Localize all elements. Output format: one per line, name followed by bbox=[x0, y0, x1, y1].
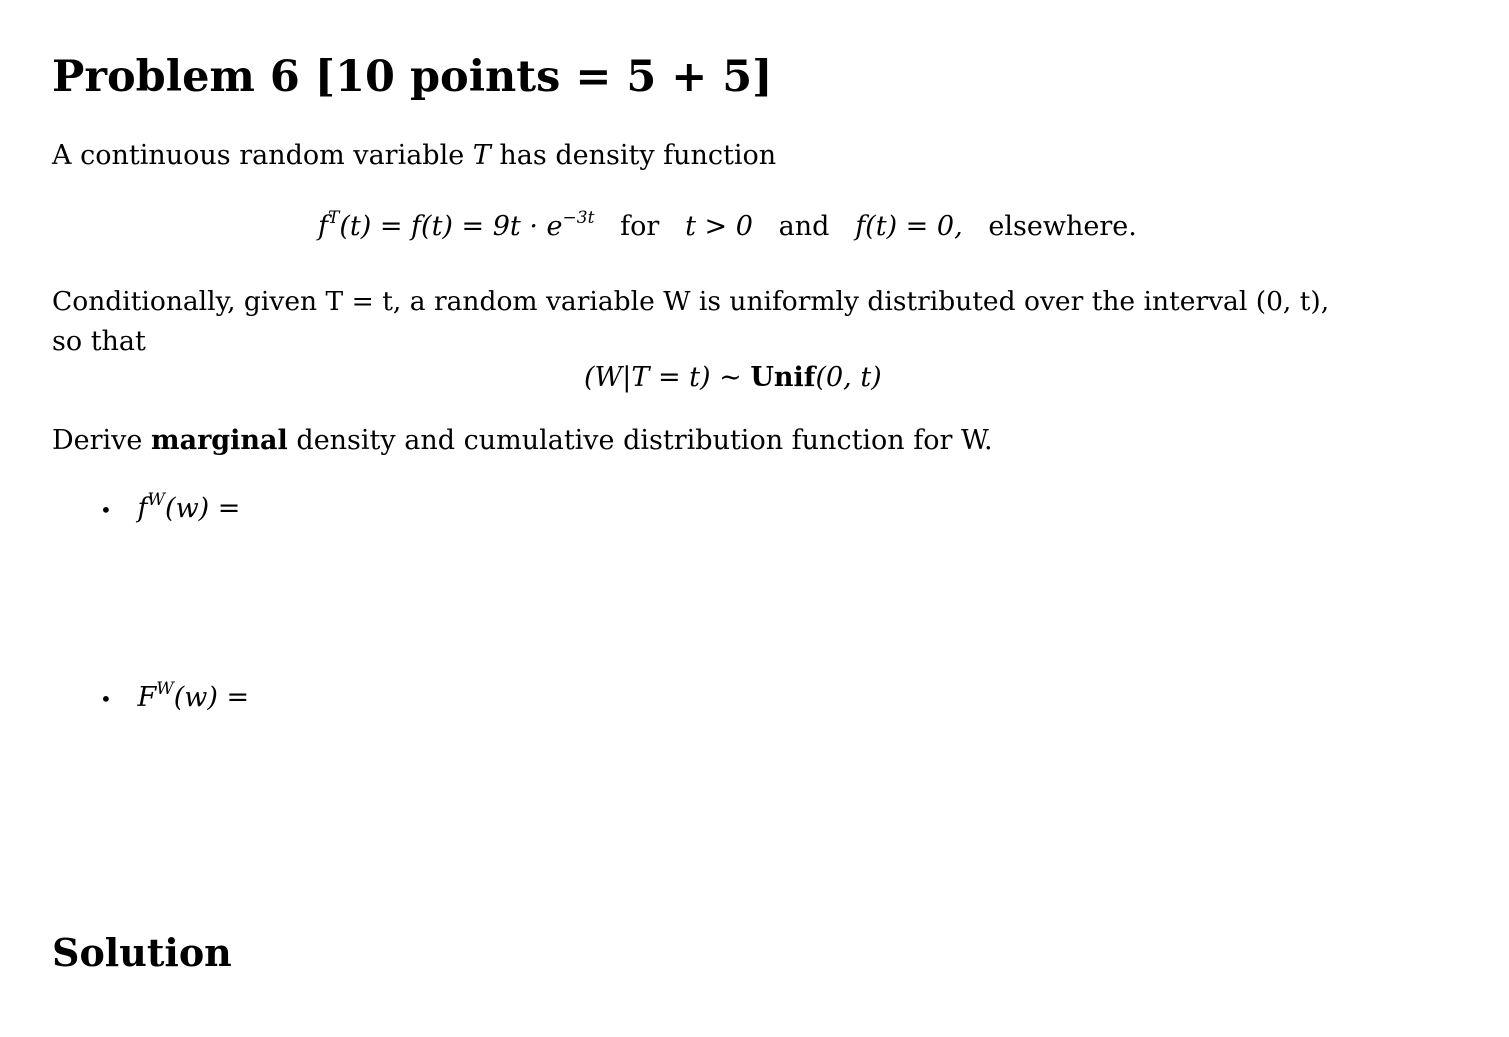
derive-bold: marginal bbox=[151, 425, 288, 456]
density-for: for bbox=[620, 211, 660, 242]
density-exponent: −3t bbox=[562, 208, 595, 228]
bullet-cdf-sup: W bbox=[156, 679, 174, 699]
density-elsewhere: elsewhere. bbox=[988, 211, 1137, 242]
bullet-density-rest: (w) = bbox=[165, 493, 241, 524]
problem-title: Problem 6 [10 points = 5 + 5] bbox=[52, 52, 773, 102]
bullet-density-sup: W bbox=[147, 490, 166, 510]
density-equation bbox=[318, 208, 1137, 242]
bullet-marker: • bbox=[100, 498, 112, 522]
derive-before: Derive bbox=[52, 425, 143, 456]
bullet-item-cdf bbox=[100, 679, 249, 713]
intro-text-before: A continuous random variable bbox=[52, 140, 465, 171]
density-and: and bbox=[778, 211, 830, 242]
density-zero: f(t) = 0, bbox=[855, 211, 963, 242]
bullet-item-density bbox=[100, 490, 240, 524]
uniform-equation bbox=[584, 362, 882, 393]
density-lhs-sup: T bbox=[328, 208, 340, 228]
solution-heading: Solution bbox=[52, 930, 232, 975]
density-lhs-f: f bbox=[318, 211, 328, 242]
intro-paragraph bbox=[52, 136, 776, 176]
conditional-line-1: Conditionally, given T = t, a random variable W is uniformly distributed over the interval (0, t), bbox=[52, 286, 1330, 317]
conditional-line-2: so that bbox=[52, 326, 146, 357]
density-condition: t > 0 bbox=[685, 211, 753, 242]
uniform-bold: Unif bbox=[750, 362, 816, 393]
uniform-right: (0, t) bbox=[815, 362, 882, 393]
intro-text-after: has density function bbox=[499, 140, 777, 171]
bullet-cdf-f: F bbox=[137, 682, 157, 713]
uniform-left: (W|T = t) ∼ bbox=[584, 362, 742, 393]
intro-variable: T bbox=[472, 140, 491, 171]
bullet-density-f: f bbox=[137, 493, 148, 524]
bullet-marker: • bbox=[100, 687, 112, 711]
derive-paragraph bbox=[52, 421, 993, 461]
derive-after: density and cumulative distribution function for W. bbox=[296, 425, 993, 456]
bullet-cdf-rest: (w) = bbox=[173, 682, 250, 713]
density-middle: (t) = f(t) = 9t · e bbox=[339, 211, 563, 242]
